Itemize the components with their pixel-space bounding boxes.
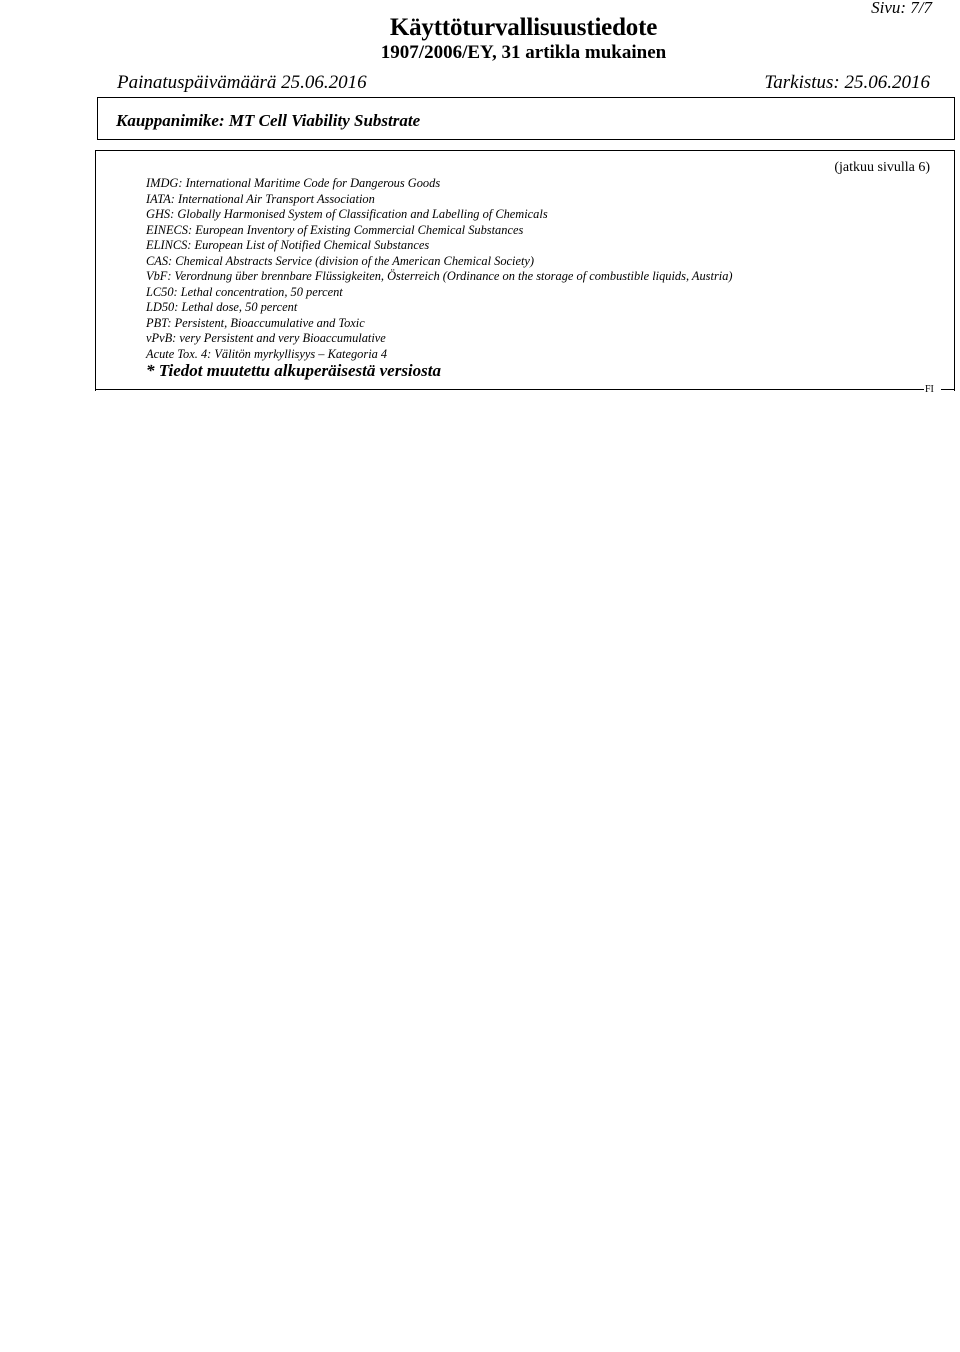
- print-date: Painatuspäivämäärä 25.06.2016: [117, 72, 367, 93]
- abbreviation-item: CAS: Chemical Abstracts Service (division of the American Chemical Society): [146, 253, 535, 268]
- changed-from-original-note: * Tiedot muutettu alkuperäisestä versiosta: [146, 361, 441, 380]
- bottom-rule-end: [941, 389, 955, 390]
- revision-date: Tarkistus: 25.06.2016: [764, 72, 930, 93]
- language-code: FI: [925, 384, 934, 395]
- abbreviation-list: [146, 176, 733, 362]
- product-name-box: [97, 97, 955, 140]
- bottom-rule: [95, 389, 924, 390]
- abbreviation-item: VbF: Verordnung über brennbare Flüssigkeiten, Österreich (Ordinance on the storage of combustible liquids, Austria): [146, 269, 733, 283]
- abbreviation-item: vPvB: very Persistent and very Bioaccumulative: [146, 331, 386, 345]
- abbreviation-item: ELINCS: European List of Notified Chemical Substances: [146, 238, 430, 252]
- abbreviation-item: IATA: International Air Transport Association: [146, 191, 375, 206]
- abbreviation-item: EINECS: European Inventory of Existing Commercial Chemical Substances: [146, 222, 524, 237]
- abbreviation-item: Acute Tox. 4: Välitön myrkyllisyys – Kategoria 4: [146, 346, 388, 361]
- page-number: Sivu: 7/7: [871, 0, 932, 17]
- document-title: Käyttöturvallisuustiedote: [389, 14, 658, 41]
- abbreviation-item: IMDG: International Maritime Code for Dangerous Goods: [146, 176, 441, 190]
- abbreviation-item: PBT: Persistent, Bioaccumulative and Toxic: [146, 315, 365, 330]
- product-name: Kauppanimike: MT Cell Viability Substrate: [116, 111, 421, 130]
- abbreviation-item: GHS: Globally Harmonised System of Classification and Labelling of Chemicals: [146, 207, 548, 221]
- abbreviation-item: LD50: Lethal dose, 50 percent: [146, 300, 298, 314]
- document-subtitle: 1907/2006/EY, 31 artikla mukainen: [380, 42, 667, 63]
- abbreviation-item: LC50: Lethal concentration, 50 percent: [146, 284, 343, 299]
- continued-note: (jatkuu sivulla 6): [834, 160, 930, 175]
